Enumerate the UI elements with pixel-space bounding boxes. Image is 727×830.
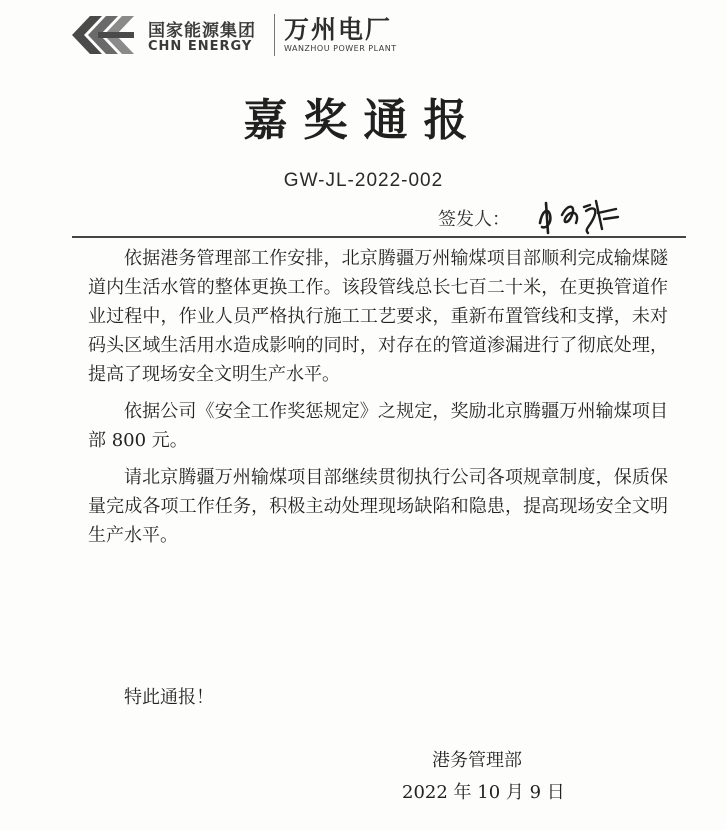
- letterhead: [68, 10, 688, 60]
- closing-notice: 特此通报！: [124, 687, 214, 708]
- paragraph: 依据港务管理部工作安排，北京腾疆万州输煤项目部顺利完成输煤隧道内生活水管的整体更换工作。该段管线总长七百二十米，在更换管道作业过程中，作业人员严格执行施工工艺要求，重新布置管线和支撑，未对码头区域生活用水造成影响的同时，对存在的管道渗漏进行了彻底处理，提高了现场安全文明生产水平。: [88, 248, 668, 385]
- header-divider: [274, 14, 275, 56]
- paragraph: 请北京腾疆万州输煤项目部继续贯彻执行公司各项规章制度，保质保量完成各项工作任务，积极主动处理现场缺陷和隐患，提高现场安全文明生产水平。: [88, 467, 668, 546]
- chn-energy-logo: [68, 12, 140, 58]
- document-title: 嘉奖通报: [243, 95, 484, 146]
- issuing-department: 港务管理部: [432, 750, 522, 771]
- brand-name-cn: 国家能源集团: [148, 21, 256, 41]
- signer-label: 签发人：: [438, 209, 510, 230]
- document-number: GW-JL-2022-002: [283, 170, 444, 191]
- issue-date: 2022 年 10 月 9 日: [402, 782, 565, 803]
- brand-name-en: CHN ENERGY: [148, 39, 253, 54]
- paragraph: 依据公司《安全工作奖惩规定》之规定，奖励北京腾疆万州输煤项目部 800 元。: [88, 401, 668, 451]
- header-rule: [72, 236, 686, 238]
- plant-name-en: WANZHOU POWER PLANT: [284, 44, 397, 53]
- handwritten-signature: [532, 193, 624, 237]
- plant-name-cn: 万州电厂: [284, 15, 393, 44]
- document-body: [88, 244, 668, 558]
